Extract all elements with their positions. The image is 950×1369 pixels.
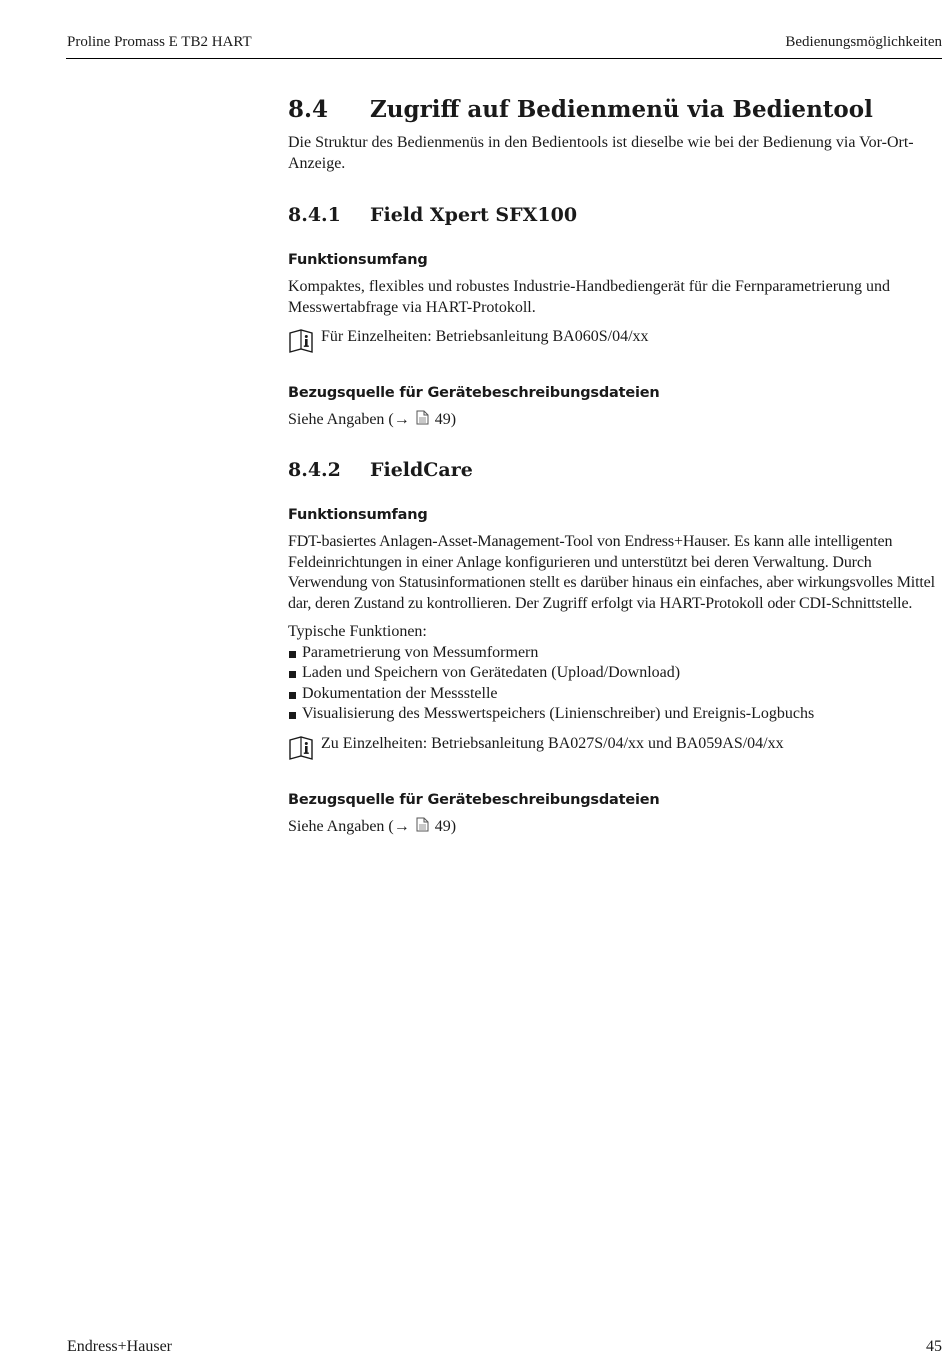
- subsection-heading-1: [288, 204, 943, 226]
- source-reference-text: Siehe Angaben (→: [288, 817, 410, 835]
- list-item: Laden und Speichern von Gerätedaten (Upload/Download): [288, 663, 943, 684]
- func-text: Kompaktes, flexibles und robustes Industrie-Handbediengerät für die Fernparametrierung und Messwertabfrage via HART-Protokoll.: [288, 278, 891, 316]
- source-reference: [288, 817, 943, 836]
- subsection-title: FieldCare: [370, 459, 473, 481]
- page-ref-icon: [416, 410, 429, 425]
- source-reference-page[interactable]: 49): [434, 411, 457, 428]
- list-item: Dokumentation der Messstelle: [288, 684, 943, 705]
- doc-note-text: Für Einzelheiten: Betriebsanleitung BA060S/04/xx: [321, 328, 649, 345]
- source-heading: Bezugsquelle für Gerätebeschreibungsdateien: [288, 791, 660, 808]
- book-info-icon: [288, 735, 315, 762]
- section-heading: [288, 96, 943, 123]
- subsection-heading-2: [288, 459, 943, 481]
- subsection-number: 8.4.2: [288, 459, 341, 481]
- page-number: 45: [926, 1338, 942, 1355]
- subsection-title: Field Xpert SFX100: [370, 204, 578, 226]
- typical-functions-list: [288, 643, 943, 725]
- source-heading: Bezugsquelle für Gerätebeschreibungsdateien: [288, 385, 660, 401]
- doc-note: [288, 327, 943, 355]
- func-heading: Funktionsumfang: [288, 507, 428, 523]
- subsection-number: 8.4.1: [288, 204, 341, 226]
- page-ref-icon: [416, 817, 429, 832]
- func-heading: Funktionsumfang: [288, 252, 428, 268]
- book-info-icon: [288, 328, 315, 355]
- doc-note: [288, 734, 943, 762]
- header-chapter-title: Bedienungsmöglichkeiten: [785, 34, 942, 50]
- typical-functions-label: Typische Funktionen:: [288, 623, 427, 640]
- section-number: 8.4: [288, 96, 329, 123]
- doc-note-text: Zu Einzelheiten: Betriebsanleitung BA027S/04/xx und BA059AS/04/xx: [321, 734, 784, 752]
- page-content: [288, 96, 943, 836]
- list-item: Parametrierung von Messumformern: [288, 643, 943, 664]
- footer-company: Endress+Hauser: [67, 1338, 172, 1355]
- header-product-name: Proline Promass E TB2 HART: [67, 34, 252, 50]
- section-title: Zugriff auf Bedienmenü via Bedientool: [370, 96, 873, 123]
- header-rule: [66, 58, 942, 59]
- list-item: Visualisierung des Messwertspeichers (Linienschreiber) und Ereignis-Logbuchs: [288, 704, 943, 725]
- source-reference-text: Siehe Angaben (→: [288, 411, 410, 428]
- source-reference-page[interactable]: 49): [434, 817, 457, 835]
- func-text: FDT-basiertes Anlagen-Asset-Management-Tool von Endress+Hauser. Es kann alle intelligenten Feldeinrichtungen in einer Anlage konfigurieren und unterstützt bei deren Verwaltung. Durch Verwendung von Statusinformationen stellt es darüber hinaus ein einfaches, aber wirkungsvolles Mittel dar, deren Zustand zu kontrollieren. Der Zugriff erfolgt via HART-Protokoll oder CDI-Schnittstelle.: [288, 533, 935, 612]
- source-reference: [288, 410, 943, 429]
- section-intro: Die Struktur des Bedienmenüs in den Bedientools ist dieselbe wie bei der Bedienung via Vor-Ort-Anzeige.: [288, 134, 914, 172]
